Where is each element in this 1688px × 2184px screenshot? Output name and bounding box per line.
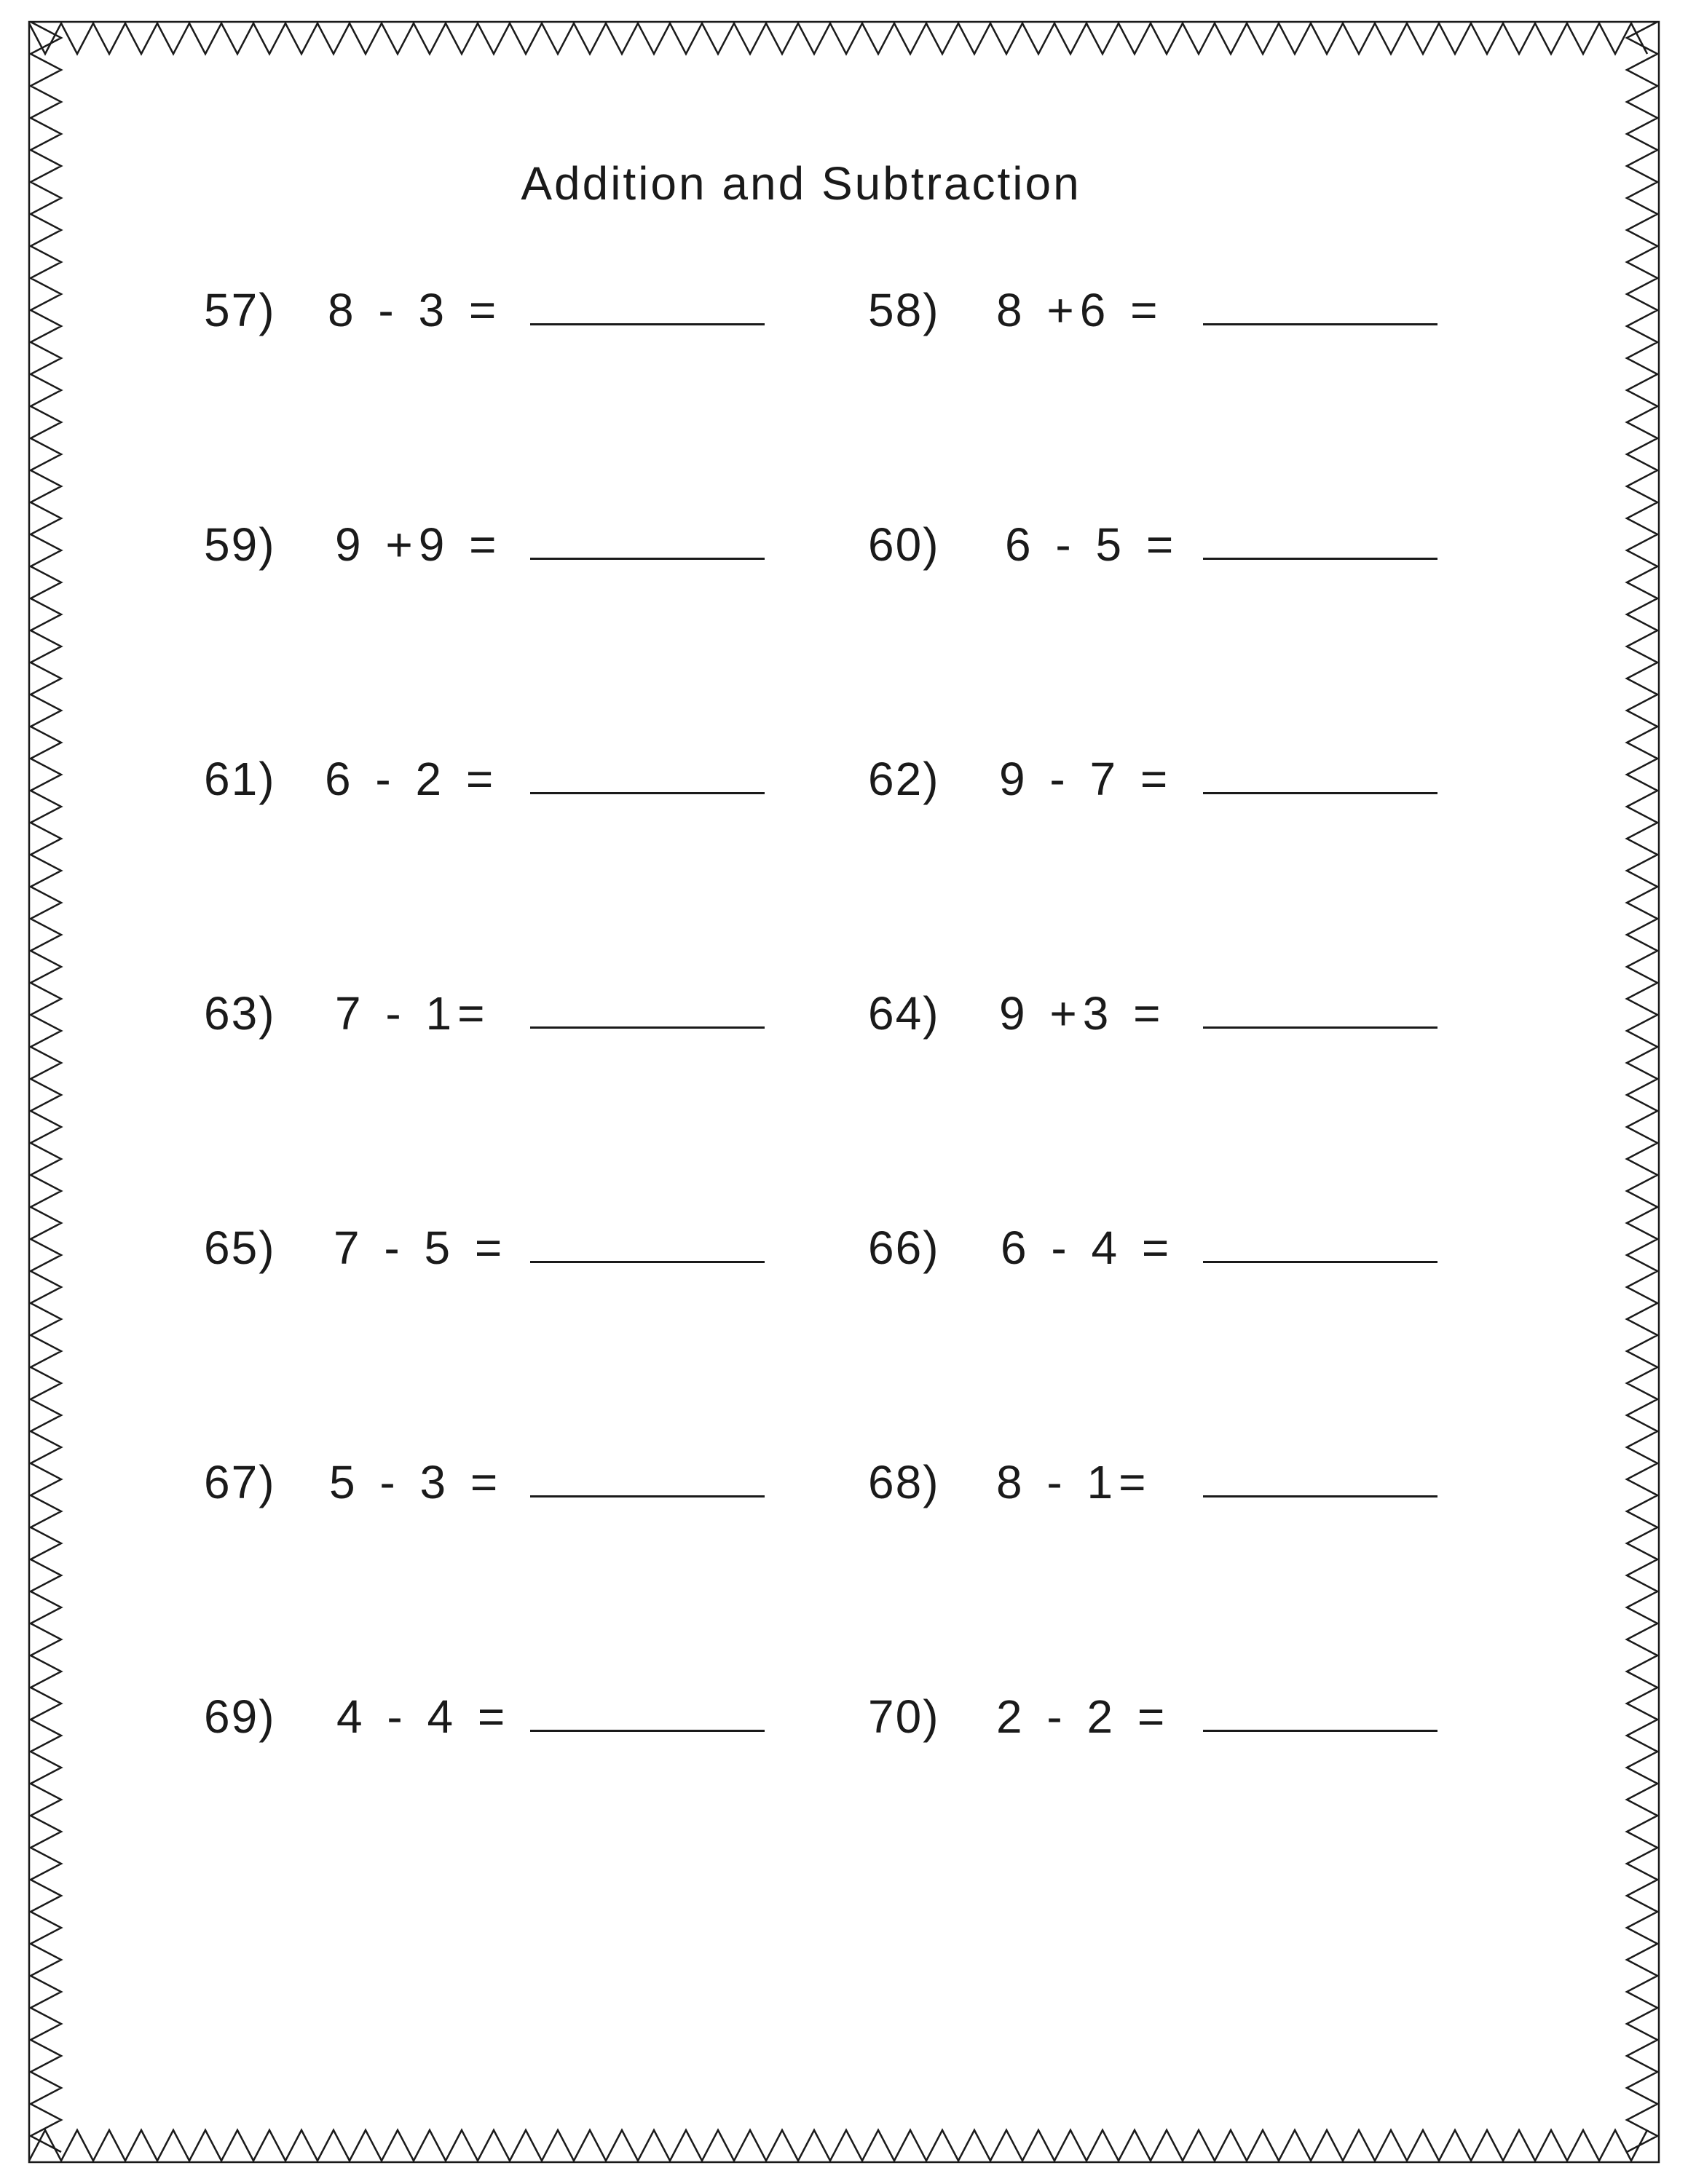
problem-57 [204, 274, 772, 347]
problem-number: 57) [204, 284, 276, 336]
problem-63 [204, 977, 772, 1050]
problem-expression: 9 +3 = [999, 987, 1167, 1040]
problem-70 [868, 1680, 1443, 1753]
border-left-zigzag [31, 22, 61, 2152]
problem-expression: 8 - 1= [996, 1456, 1152, 1508]
problem-expression: 6 - 5 = [1005, 518, 1180, 571]
problem-number: 70) [868, 1690, 940, 1743]
answer-blank[interactable] [1203, 558, 1437, 560]
problem-expression: 6 - 2 = [325, 753, 500, 805]
problem-expression: 9 - 7 = [999, 753, 1174, 805]
problem-60 [868, 508, 1443, 581]
problem-67 [204, 1446, 772, 1519]
answer-blank[interactable] [530, 792, 765, 794]
problem-expression: 9 +9 = [335, 518, 502, 571]
answer-blank[interactable] [530, 1495, 765, 1497]
problem-number: 69) [204, 1690, 276, 1743]
problem-number: 58) [868, 284, 940, 336]
worksheet-title: Addition and Subtraction [521, 157, 1081, 210]
answer-blank[interactable] [530, 1026, 765, 1029]
problem-number: 62) [868, 753, 940, 805]
border-right-zigzag [1627, 22, 1657, 2152]
problem-expression: 6 - 4 = [1001, 1222, 1175, 1274]
answer-blank[interactable] [1203, 1026, 1437, 1029]
problem-expression: 7 - 1= [335, 987, 491, 1040]
problem-64 [868, 977, 1443, 1050]
problem-expression: 5 - 3 = [329, 1456, 504, 1508]
problem-expression: 7 - 5 = [334, 1222, 508, 1274]
problem-expression: 2 - 2 = [996, 1690, 1171, 1743]
problem-number: 61) [204, 753, 276, 805]
problem-59 [204, 508, 772, 581]
problem-66 [868, 1211, 1443, 1284]
problem-62 [868, 743, 1443, 815]
answer-blank[interactable] [1203, 792, 1437, 794]
answer-blank[interactable] [1203, 323, 1437, 325]
problem-number: 65) [204, 1222, 276, 1274]
problem-number: 64) [868, 987, 940, 1040]
problem-expression: 4 - 4 = [336, 1690, 511, 1743]
problem-58 [868, 274, 1443, 347]
problem-expression: 8 +6 = [996, 284, 1164, 336]
answer-blank[interactable] [1203, 1261, 1437, 1263]
answer-blank[interactable] [530, 558, 765, 560]
problem-69 [204, 1680, 772, 1753]
problem-expression: 8 - 3 = [328, 284, 502, 336]
problem-number: 63) [204, 987, 276, 1040]
problem-number: 60) [868, 518, 940, 571]
border-bottom-zigzag [29, 2130, 1647, 2161]
problem-68 [868, 1446, 1443, 1519]
problem-61 [204, 743, 772, 815]
problem-number: 66) [868, 1222, 940, 1274]
answer-blank[interactable] [530, 323, 765, 325]
answer-blank[interactable] [530, 1730, 765, 1732]
problem-number: 59) [204, 518, 276, 571]
answer-blank[interactable] [530, 1261, 765, 1263]
border-top-zigzag [29, 23, 1647, 54]
answer-blank[interactable] [1203, 1495, 1437, 1497]
problem-number: 67) [204, 1456, 276, 1508]
problem-65 [204, 1211, 772, 1284]
answer-blank[interactable] [1203, 1730, 1437, 1732]
problem-number: 68) [868, 1456, 940, 1508]
